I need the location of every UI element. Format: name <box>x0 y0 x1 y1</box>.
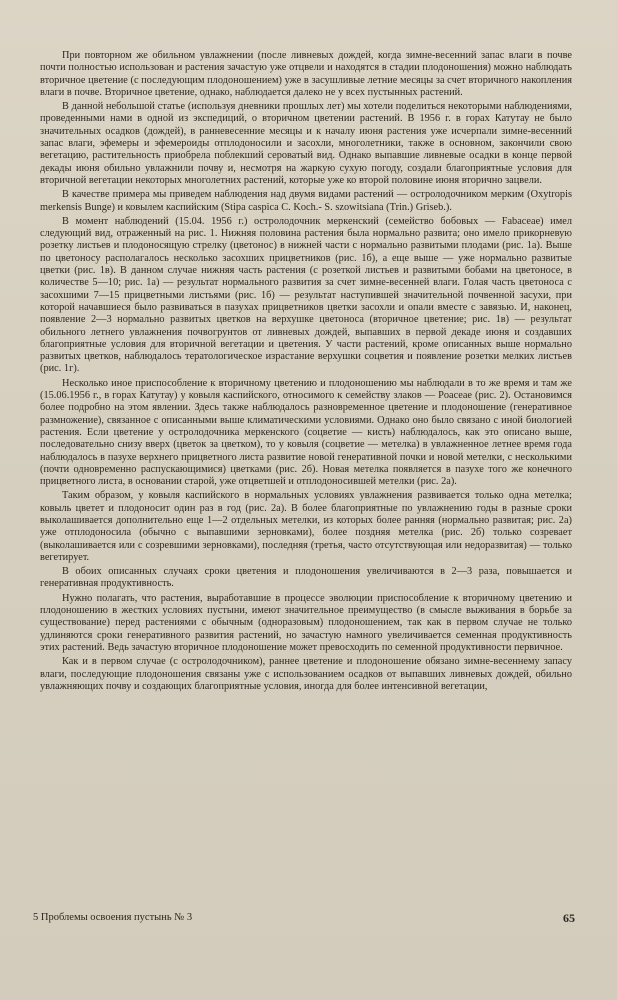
paragraph-3: В качестве примера мы приведем наблюдения над двумя видами растений — остролодочником мерким (Oxytropis merkensis Bunge) и ковылем каспийским (Stipa caspica C. Koch.- S. szowitsiana (Trin.) Griseb.). <box>40 189 572 213</box>
page-number: 65 <box>563 911 575 925</box>
paragraph-2: В данной небольшой статье (используя дневники прошлых лет) мы хотели поделиться некоторыми наблюдениями, проведенными нами в одной из экспедиций, о вторичном цветении растений. В 1956 г. в горах Катутау не было значительных осадков (дождей), в ранневесенние месяцы и к началу июня растения уже исчерпали зимне-весенний запас влаги, эфемеры и эфемероиды отплодоносили и засохли, многолетники, также в основном, закончили свою вегетацию, растительность приобрела поблекший сероватый вид. Однако выпавшие ливневые осадки в конце первой декады июня обильно увлажнили почву и, несмотря на жаркую сухую погоду, создали благоприятные условия для вторичной вегетации некоторых многолетних растений, которые уже ко второй половине июня вторично зацвели. <box>40 101 572 186</box>
paragraph-6: Таким образом, у ковыля каспийского в нормальных условиях увлажнения развивается только одна метелка; ковыль цветет и плодоносит один раз в год (рис. 2а). В более благоприятные по увлажнению годы в разные сроки выколашивается дополнительно еще 1—2 отдельных метелки, из которых более ранняя (нормально развитая; рис. 2а) уже отплодоносила (обычно с выпавшими зерновками), более поздняя метелка (рис. 2б) только созревает (выколашивается или с созревшими зерновками), последняя (третья, часто отсутствующая или недоразвитая) — только вегетирует. <box>40 490 572 563</box>
page-footer <box>33 912 575 926</box>
paragraph-5: Несколько иное приспособление к вторичному цветению и плодоношению мы наблюдали в то же время и там же (15.06.1956 г., в горах Катутау) у ковыля каспийского, относимого к семейству злаков — Poaceae (рис. 2). Остановимся более подробно на этом явлении. Здесь также наблюдалось разновременное цветение и плодоношение (генеративное размножение), связанное с описанными выше климатическими условиями. Однако оно было связано с иной биологией растения. Если цветение у остролодочника меркенского (соцветие — кисть) наблюдалось, как это описано выше, последовательно снизу вверх (цветок за цветком), то у ковыля (соцветие — метелка) в увлажненное летнее время года наблюдалось в пазухе верхнего прицветного листа развитие новой генеративной почки и новой метелки, с несколькими (почти одновременно распускающимися) цветками (рис. 2б). Новая метелка появляется в пазухе того же конечного прицветного листа, в основании старой, уже отцветшей и отплодоносившей метелки (рис. 2а). <box>40 377 572 488</box>
paragraph-9: Как и в первом случае (с остролодочником), раннее цветение и плодоношение обязано зимне-весеннему запасу влаги, последующие плодоношения связаны уже с использованием осадков от выпавших ливневых дождей, обильно увлажняющих почву и создающих благоприятные условия, иногда для более интенсивной вегетации, <box>40 656 572 692</box>
article-body <box>40 50 572 693</box>
paragraph-7: В обоих описанных случаях сроки цветения и плодоношения увеличиваются в 2—3 раза, повышается и генеративная продуктивность. <box>40 566 572 590</box>
paragraph-8: Нужно полагать, что растения, выработавшие в процессе эволюции приспособление к вторичному цветению и плодоношению в жестких условиях пустыни, имеют значительное преимущество (в смысле выживания в борьбе за существование) перед растениями с обычным (одноразовым) плодоношением, так как в первом случае не только удлиняются сроки генеративного развития растений, но зачастую намного увеличивается семенная продуктивность этих растений. Ведь зачастую вторичное плодоношение может превосходить по семенной продуктивности первичное. <box>40 592 572 653</box>
paragraph-4: В момент наблюдений (15.04. 1956 г.) остролодочник меркенский (семейство бобовых — Fabaceae) имел следующий вид, отраженный на рис. 1. Нижняя половина растения была нормально развита; оно имело прикорневую розетку листьев и плодоносящую стрелку (цветонос) в нижней части с нормально развитыми плодами (рис. 1а). Выше по цветоносу располагалось несколько засохших прицветников (рис. 1б), а еще выше — уже нормально развитые цветки (рис. 1в). В данном случае нижняя часть растения (с розеткой листьев и развитыми бобами на цветоносе, в количестве 5—10; рис. 1а) — результат нормального развития за счет зимне-весенней влаги. Голая часть цветоноса с засохшими 7—15 прицветными листьями (рис. 1б) — результат наступившей значительной почвенной засухи, при которой начавшиеся было развиваться в пазухах прицветников цветки засохли и опали вместе с завязью. И, наконец, появление 2—3 нормально развитых цветков на верхушке цветоноса (вторичное цветение; рис. 1в) — результат обильного летнего увлажнения почвогрунтов от ливневых дождей, выпавших в первой декаде июня и создавших благоприятные условия для вторичной вегетации и цветения. У части растений, кроме описанных выше нормально развитых цветков, наблюдалось тератологическое изрaстание верхушки соцветия и появление розетки мелких листьев (рис. 1г). <box>40 215 572 375</box>
paragraph-1: При повторном же обильном увлажнении (после ливневых дождей, когда зимне-весенний запас влаги в почве почти полностью использован и растения зачастую уже отцвели и находятся в стадии плодоношения) можно наблюдать вторичное цветение (с последующим плодоношением) уже в засушливые летние месяцы за счет вторичного накопления влаги в почве. Вторичное цветение, однако, наблюдается далеко не у всех пустынных растений. <box>40 50 572 98</box>
journal-footnote: 5 Проблемы освоения пустынь № 3 <box>33 912 193 923</box>
